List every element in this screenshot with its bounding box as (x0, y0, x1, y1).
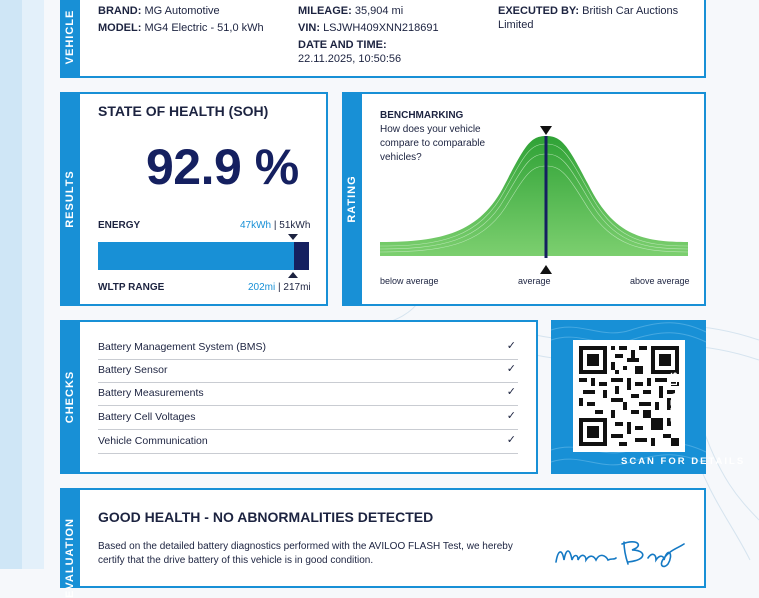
vin-field (298, 22, 439, 34)
evaluation-body-line2: certify that the drive battery of this vehicle is in good condition. (98, 555, 374, 566)
results-tab: RESULTS (60, 92, 80, 306)
energy-label: ENERGY (98, 220, 141, 231)
executed-value-line2: Limited (498, 19, 534, 31)
mileage-field (298, 5, 403, 17)
range-separator: | (275, 282, 284, 293)
rating-tab: RATING (342, 92, 362, 306)
bell-curve-area (380, 136, 688, 256)
brand-label: BRAND: (98, 5, 142, 17)
benchmarking-question-line3: vehicles? (380, 152, 422, 163)
check-mark-icon: ✓ (506, 434, 516, 446)
check-mark-icon: ✓ (506, 340, 516, 352)
check-label: Battery Measurements (98, 387, 204, 399)
average-marker-top (540, 126, 552, 135)
soh-marker-bottom (288, 272, 298, 278)
average-marker-bottom (540, 265, 552, 274)
datetime-value: 22.11.2025, 10:50:56 (298, 53, 402, 65)
vehicle-tab: VEHICLE (60, 0, 80, 78)
range-label: WLTP RANGE (98, 282, 165, 293)
check-mark-icon: ✓ (506, 363, 516, 375)
qr-side-text: DETAILS (669, 370, 679, 422)
check-mark-icon: ✓ (506, 386, 516, 398)
energy-separator: | (271, 220, 280, 231)
energy-total: 51kWh (279, 220, 311, 231)
soh-marker-top (288, 234, 298, 240)
brand-value: MG Automotive (144, 5, 220, 17)
check-label: Battery Cell Voltages (98, 411, 196, 423)
qr-caption: SCAN FOR DETAILS (621, 456, 746, 467)
benchmarking-question-line2: compare to comparable (380, 138, 486, 149)
signature (552, 536, 692, 569)
datetime-label: DATE AND TIME: (298, 39, 387, 51)
model-field (98, 22, 264, 34)
model-label: MODEL: (98, 22, 142, 34)
check-row (98, 407, 518, 430)
average-marker-line (545, 136, 548, 258)
executed-value: British Car Auctions (582, 5, 679, 17)
range-current: 202mi (248, 282, 276, 293)
check-label: Battery Management System (BMS) (98, 341, 267, 353)
soh-bar-remainder (294, 242, 309, 270)
check-label: Vehicle Communication (98, 435, 208, 447)
brand-field (98, 5, 220, 17)
check-label: Battery Sensor (98, 364, 168, 376)
average-label: average (518, 276, 551, 286)
soh-bar (98, 232, 310, 280)
evaluation-title: GOOD HEALTH - NO ABNORMALITIES DETECTED (98, 509, 434, 525)
evaluation-body-line1: Based on the detailed battery diagnostics performed with the AVILOO FLASH Test, we hereby (98, 541, 513, 552)
model-value: MG4 Electric - 51,0 kWh (144, 22, 264, 34)
check-row (98, 360, 518, 383)
mileage-value: 35,904 mi (354, 5, 404, 17)
executed-field (498, 5, 678, 17)
above-average-label: above average (630, 276, 690, 286)
soh-bar-fill (98, 242, 294, 270)
soh-title: STATE OF HEALTH (SOH) (98, 103, 269, 119)
mileage-label: MILEAGE: (298, 5, 352, 17)
range-values (248, 282, 311, 293)
benchmarking-title: BENCHMARKING (380, 110, 464, 121)
evaluation-tab: EVALUATION (60, 488, 80, 588)
range-total: 217mi (283, 282, 311, 293)
energy-current: 47kWh (240, 220, 272, 231)
below-average-label: below average (380, 276, 439, 286)
benchmark-bell-curve (380, 124, 688, 276)
check-row (98, 337, 518, 360)
check-row (98, 431, 518, 454)
vin-value: LSJWH409XNN218691 (323, 22, 439, 34)
energy-values (240, 220, 310, 231)
checks-tab: CHECKS (60, 320, 80, 474)
vin-label: VIN: (298, 22, 320, 34)
qr-card[interactable] (551, 320, 746, 474)
executed-label: EXECUTED BY: (498, 5, 580, 17)
soh-value: 92.9 % (146, 139, 299, 195)
check-mark-icon: ✓ (506, 410, 516, 422)
benchmarking-question-line1: How does your vehicle (380, 124, 481, 135)
check-row (98, 383, 518, 406)
